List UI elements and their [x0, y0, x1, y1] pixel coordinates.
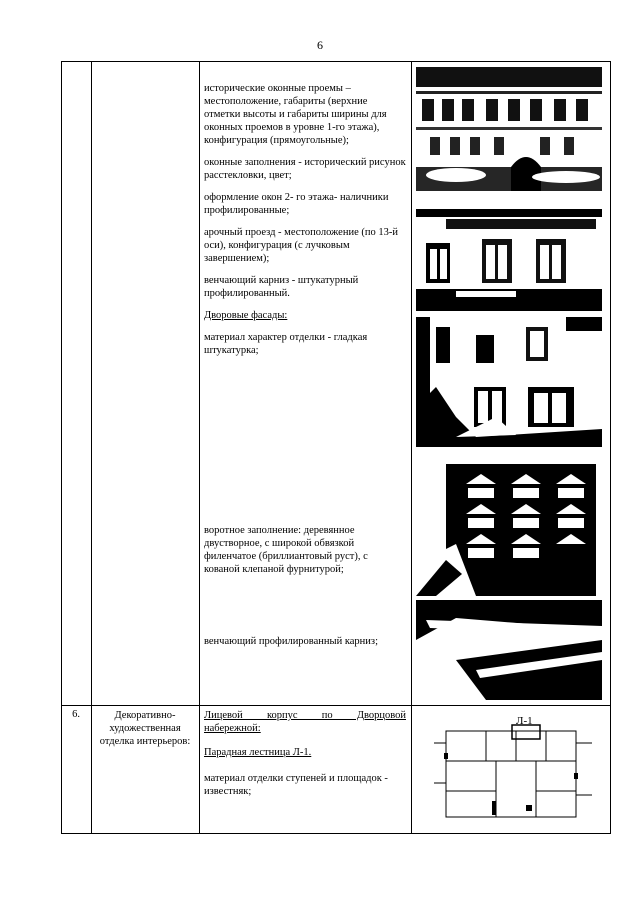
- courtyard-heading: Дворовые фасады:: [204, 310, 288, 321]
- col-border: [199, 61, 200, 834]
- paragraph-window-fill: оконные заполнения - исторический рисунок расстекловки, цвет;: [204, 157, 406, 181]
- row-divider: [61, 705, 611, 706]
- paragraph-arch: арочный проезд - местоположение (по 13-й оси), конфигурация (с лучковым завершением);: [204, 227, 398, 264]
- col-border: [411, 61, 412, 834]
- facade-photo-1: [416, 67, 602, 191]
- col-border: [610, 61, 611, 834]
- courtyard-photo-1: [416, 317, 602, 447]
- cornice-photo: [416, 600, 602, 700]
- gate-paragraph: воротное заполнение: деревянное двустворное, с широкой обвязкой филенчатое (бриллиантовый руст), с кованой клепаной фурнитурой;: [204, 525, 368, 575]
- row-name: Декоративно-художественная отделка интерьеров:: [99, 710, 191, 747]
- row-number: 6.: [72, 709, 80, 720]
- paragraph-cornice: венчающий карниз - штукатурный профилированный.: [204, 275, 359, 299]
- paragraph-window-trim: оформление окон 2- го этажа- наличники профилированные;: [204, 192, 389, 216]
- paragraph-windows: исторические оконные проемы – местоположение, габариты (верхние отметки высоты и габариты ширины для оконных проемов в уровне 1-го этажа), конфигурация (прямоугольные);: [204, 83, 387, 146]
- stair-heading: Парадная лестница Л-1.: [204, 747, 312, 758]
- cornice-paragraph: венчающий профилированный карниз;: [204, 636, 378, 647]
- facade-photo-2: [416, 209, 602, 311]
- heritage-table: [61, 61, 611, 834]
- row6-heading-line2: набережной:: [204, 723, 261, 734]
- stair-text: материал отделки ступеней и площадок - известняк;: [204, 773, 388, 797]
- table-bottom-border: [61, 833, 611, 834]
- page-number: 6: [317, 38, 323, 52]
- gate-photo: [416, 464, 602, 596]
- paragraph-courtyard-finish: материал характер отделки - гладкая штукатурка;: [204, 332, 368, 356]
- plan-label: Л-1: [516, 715, 533, 727]
- floor-plan-drawing: [416, 713, 606, 831]
- description-cell: [204, 82, 406, 366]
- table-top-border: [61, 61, 611, 62]
- row6-heading-line1: Лицевой корпус по Дворцовой: [204, 710, 406, 721]
